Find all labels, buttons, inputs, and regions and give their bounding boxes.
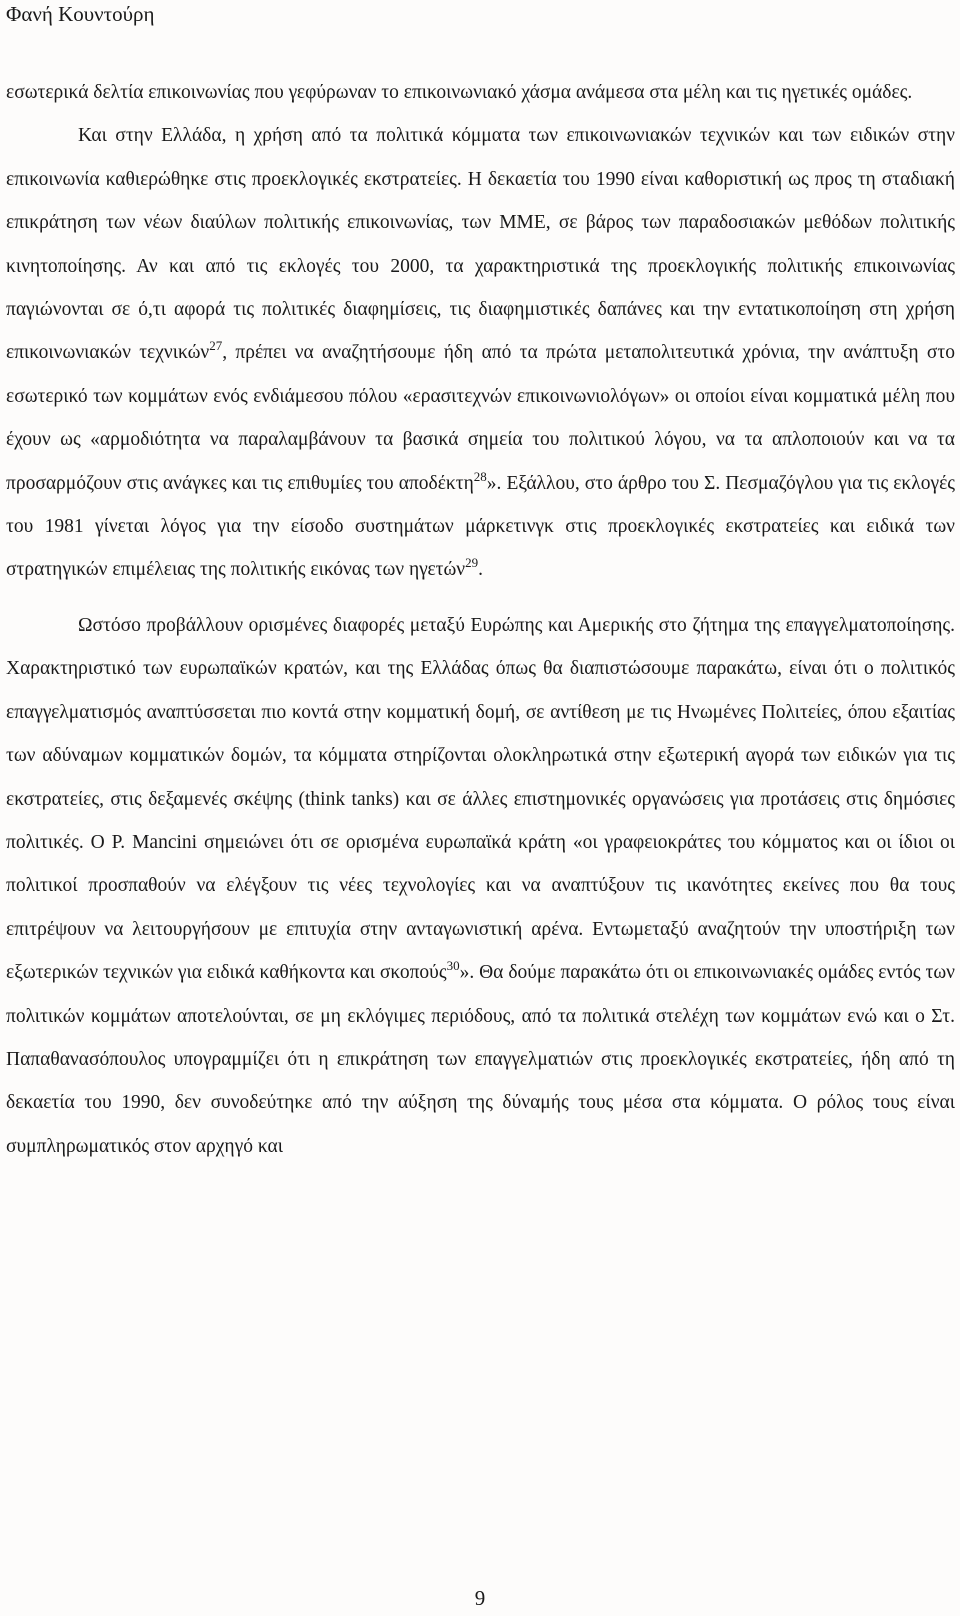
paragraph-2 <box>6 114 955 591</box>
paragraph-2-text-b: , πρέπει να αναζητήσουμε ήδη από τα πρώτα μεταπολιτευτικά χρόνια, την ανάπτυξη στο εσωτερικό των κομμάτων ενός ενδιάμεσου πόλου «ερασιτεχνών επικοινωνιολόγων» οι οποίοι είναι κομματικά μέλη που έχουν ως «αρμοδιότητα να παραλαμβάνουν τα βασικά σημεία του πολιτικού λόγου, να τα απλοποιούν και να τα προσαρμόζουν στις ανάγκες και τις επιθυμίες του αποδέκτη <box>6 342 955 494</box>
paragraph-3-text-b: ». Θα δούμε παρακάτω ότι οι επικοινωνιακές ομάδες εντός των πολιτικών κομμάτων αποτελούνται, σε μη εκλόγιμες περιόδους, από τα πολιτικά στελέχη των κομμάτων ενώ και ο Στ. Παπαθανασόπουλος υπογραμμίζει ότι η επικράτηση των επαγγελματιών στις προεκλογικές εκστρατείες, ήδη από τη δεκαετία του 1990, δεν συνοδεύτηκε από την αύξηση της δύναμής τους μέσα στα κόμματα. Ο ρόλος τους είναι συμπληρωματικός στον αρχηγό και <box>6 962 955 1157</box>
page-number: 9 <box>474 1586 486 1610</box>
paragraph-2-text-a: Και στην Ελλάδα, η χρήση από τα πολιτικά κόμματα των επικοινωνιακών τεχνικών και των ειδικών στην επικοινωνία καθιερώθηκε στις προεκλογικές εκστρατείες. Η δεκαετία του 1990 είναι καθοριστική ως προς τη σταδιακή επικράτηση των νέων διαύλων πολιτικής επικοινωνίας, των ΜΜΕ, σε βάρος των παραδοσιακών μεθόδων πολιτικής κινητοποίησης. Αν και από τις εκλογές του 2000, τα χαρακτηριστικά της προεκλογικής πολιτικής επικοινωνίας παγιώνονται σε ό,τι αφορά τις πολιτικές διαφημίσεις, τις διαφημιστικές δαπάνες και την εντατικοποίηση στη χρήση επικοινωνιακών τεχνικών <box>6 125 955 364</box>
paragraph-1: εσωτερικά δελτία επικοινωνίας που γεφύρωναν το επικοινωνιακό χάσμα ανάμεσα στα μέλη και τις ηγετικές ομάδες. <box>6 82 913 103</box>
paragraph-2-text-c: ». Εξάλλου, στο άρθρο του Σ. Πεσμαζόγλου για τις εκλογές του 1981 γίνεται λόγος για την είσοδο συστημάτων μάρκετινγκ στις προεκλογικές εκστρατείες και ειδικά των στρατηγικών επιμέλειας της πολιτικής εικόνας των ηγετών <box>6 472 955 581</box>
footnote-ref-27: 27 <box>209 338 223 354</box>
footnote-ref-30: 30 <box>446 958 460 974</box>
paragraph-3 <box>6 604 955 1168</box>
document-body <box>6 71 955 1168</box>
paragraph-3-text-a: Ωστόσο προβάλλουν ορισμένες διαφορές μεταξύ Ευρώπης και Αμερικής στο ζήτημα της επαγγελματοποίησης. Χαρακτηριστικό των ευρωπαϊκών κρατών, και της Ελλάδας όπως θα διαπιστώσουμε παρακάτω, είναι ότι ο πολιτικός επαγγελματισμός αναπτύσσεται πιο κοντά στην κομματική δομή, σε αντίθεση με τις Ηνωμένες Πολιτείες, όπου εξαιτίας των αδύναμων κομματικών δομών, τα κόμματα στηρίζονται ολοκληρωτικά στην εξωτερική αγορά των ειδικών για τις εκστρατείες, στις δεξαμενές σκέψης (think tanks) και σε άλλες επιστημονικές οργανώσεις για προτάσεις στις δημόσιες πολιτικές. Ο P. Mancini σημειώνει ότι σε ορισμένα ευρωπαϊκά κράτη «οι γραφειοκράτες του κόμματος και οι ίδιοι οι πολιτικοί προσπαθούν να ελέγξουν τις νέες τεχνολογίες και να αναπτύξουν τις ικανότητες εκείνες που θα τους επιτρέψουν να λειτουργήσουν με επιτυχία στην ανταγωνιστική αρένα. Εντωμεταξύ αναζητούν την υποστήριξη των εξωτερικών τεχνικών για ειδικά καθήκοντα και σκοπούς <box>6 614 955 984</box>
footnote-ref-29: 29 <box>465 555 479 571</box>
paragraph-2-text-d: . <box>478 559 484 581</box>
running-header-author: Φανή Κουντούρη <box>6 2 155 26</box>
footnote-ref-28: 28 <box>473 468 487 484</box>
